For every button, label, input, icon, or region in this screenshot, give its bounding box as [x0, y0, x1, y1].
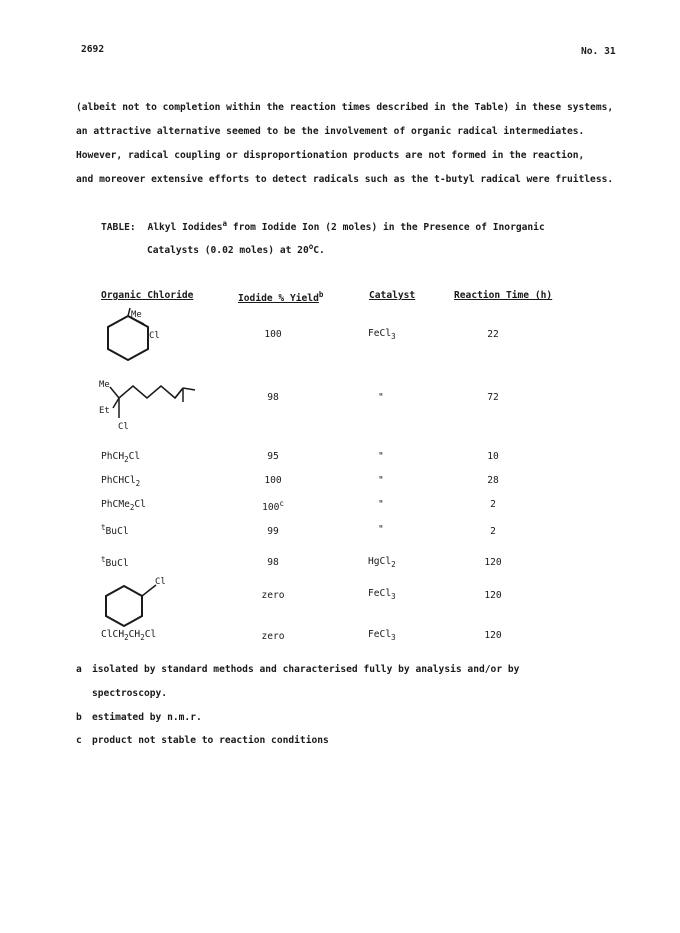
chloride-formula	[101, 475, 140, 488]
col-header-time: Reaction Time (h)	[454, 290, 553, 301]
table-caption-line2	[147, 242, 325, 256]
caption-footnote-mark: a	[222, 219, 228, 228]
yield-value: 98	[267, 557, 279, 568]
catalyst-value	[368, 556, 396, 569]
structure-chlorocyclohexane	[100, 574, 180, 630]
yield-value	[258, 499, 288, 513]
structure-branched-alkyl-chloride	[95, 378, 205, 433]
yield-value: zero	[261, 631, 285, 642]
ditto-mark: "	[378, 475, 384, 486]
chloride-formula	[101, 451, 140, 464]
chloride-formula	[101, 555, 129, 569]
structure-methylchlorocyclohexane	[100, 308, 180, 368]
formula-prefix: t	[101, 523, 106, 532]
catalyst-value	[378, 524, 384, 535]
footnote-text: spectroscopy.	[92, 688, 168, 699]
yield-value: 99	[267, 526, 279, 537]
catalyst-text: FeCl	[368, 629, 392, 640]
me-label: Me	[99, 380, 110, 390]
catalyst-subscript: 3	[391, 632, 396, 642]
catalyst-value	[378, 451, 384, 462]
formula-text: BuCl	[105, 526, 129, 538]
formula-text: Cl	[134, 499, 146, 510]
formula-text: CH	[128, 629, 141, 640]
formula-subscript: 2	[135, 478, 141, 488]
time-value: 120	[484, 590, 502, 601]
yield-value: 100	[264, 475, 282, 486]
catalyst-subscript: 3	[391, 331, 396, 341]
catalyst-text: FeCl	[368, 588, 392, 599]
cl-label: Cl	[149, 331, 160, 341]
time-value: 22	[487, 329, 499, 340]
yield-value: 95	[267, 451, 279, 462]
page-number: 2692	[81, 44, 105, 55]
yield-text: 100	[262, 502, 280, 514]
formula-subscript: 2	[129, 502, 135, 512]
intro-line: and moreover extensive efforts to detect radicals such as the t-butyl radical were fruitless.	[76, 174, 614, 185]
intro-line: an attractive alternative seemed to be the involvement of organic radical intermediates.	[76, 126, 585, 137]
caption-text: Alkyl Iodides	[147, 222, 223, 234]
footnote-mark: a	[76, 664, 82, 675]
footnote-mark: c	[76, 735, 82, 746]
time-value: 10	[487, 451, 499, 462]
catalyst-value	[368, 629, 396, 642]
formula-text: PhCMe	[101, 499, 130, 510]
catalyst-value	[378, 475, 384, 486]
formula-text: Cl	[128, 451, 141, 462]
catalyst-text: HgCl	[368, 556, 392, 567]
ditto-mark: "	[378, 524, 384, 535]
formula-prefix: t	[101, 555, 106, 564]
table-caption	[101, 219, 545, 233]
footnote-text: estimated by n.m.r.	[92, 712, 202, 723]
col-header-yield-text: Iodide % Yield	[238, 293, 319, 305]
formula-text: PhCHCl	[101, 475, 136, 486]
col-header-yield	[238, 290, 323, 304]
formula-subscript: 2	[124, 454, 129, 464]
table-label: TABLE:	[101, 222, 136, 234]
formula-text: BuCl	[105, 558, 129, 570]
intro-line: However, radical coupling or disproportionation products are not formed in the reaction,	[76, 150, 585, 161]
catalyst-subscript: 2	[391, 559, 396, 569]
chloride-formula	[101, 499, 146, 512]
time-value: 2	[490, 526, 496, 537]
intro-line: (albeit not to completion within the reaction times described in the Table) in these systems,	[76, 102, 614, 113]
catalyst-value	[368, 588, 396, 601]
catalyst-value	[368, 328, 396, 341]
yield-footnote-mark: c	[279, 499, 284, 508]
catalyst-value	[378, 392, 384, 403]
col-header-chloride: Organic Chloride	[101, 290, 194, 301]
time-value: 120	[484, 557, 502, 568]
caption-text: C.	[313, 245, 325, 257]
formula-text: Cl	[144, 629, 157, 640]
formula-text: PhCH	[101, 451, 125, 462]
formula-text: ClCH	[101, 629, 125, 640]
footnote-mark: b	[76, 712, 82, 723]
time-value: 120	[484, 630, 502, 641]
col-header-catalyst: Catalyst	[369, 290, 416, 301]
cl-label: Cl	[155, 577, 166, 587]
formula-subscript: 2	[140, 632, 145, 642]
footnote-text: isolated by standard methods and characterised fully by analysis and/or by	[92, 664, 520, 675]
yield-value: 100	[264, 329, 282, 340]
ditto-mark: "	[378, 451, 384, 462]
ditto-mark: "	[378, 392, 384, 403]
time-value: 2	[490, 499, 496, 510]
me-label: Me	[131, 310, 142, 320]
ditto-mark: "	[378, 499, 384, 510]
time-value: 28	[487, 475, 499, 486]
yield-value: zero	[261, 590, 285, 601]
yield-footnote-mark: b	[318, 290, 324, 299]
caption-text: Catalysts (0.02 moles) at 20	[147, 245, 309, 257]
degree-sign: o	[308, 242, 314, 251]
catalyst-value	[378, 499, 384, 510]
journal-issue: No. 31	[581, 46, 616, 57]
cl-label: Cl	[118, 422, 129, 432]
et-label: Et	[99, 406, 110, 416]
footnote-text: product not stable to reaction conditions	[92, 735, 329, 746]
yield-value: 98	[267, 392, 279, 403]
catalyst-subscript: 3	[391, 591, 396, 601]
catalyst-text: FeCl	[368, 328, 392, 339]
chloride-formula	[101, 629, 156, 642]
chloride-formula	[101, 523, 129, 537]
formula-subscript: 2	[124, 632, 129, 642]
time-value: 72	[487, 392, 499, 403]
caption-text: from Iodide Ion (2 moles) in the Presence of Inorganic	[227, 222, 545, 234]
